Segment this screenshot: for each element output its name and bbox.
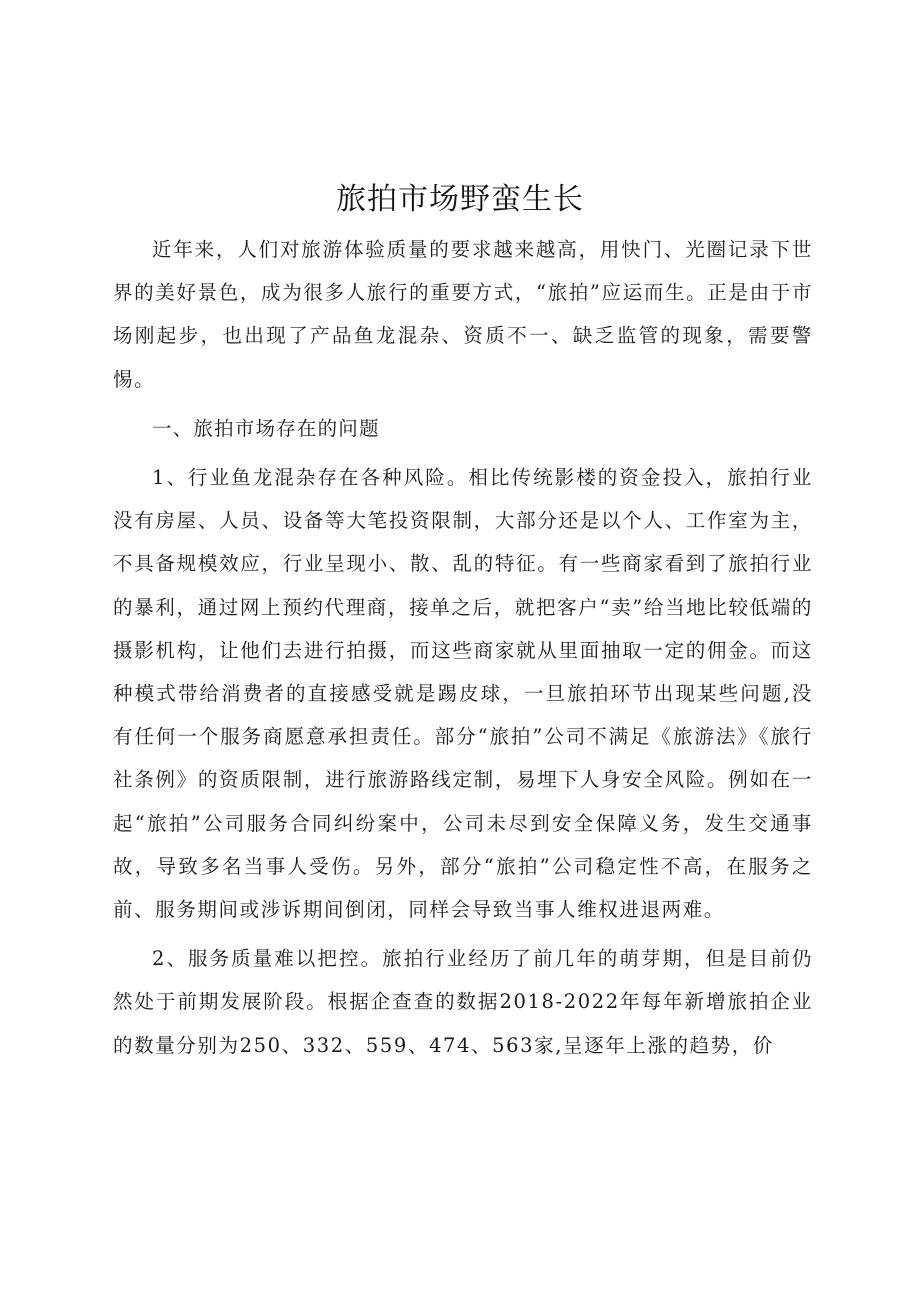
paragraph-industry-risks: 1、行业鱼龙混杂存在各种风险。相比传统影楼的资金投入，旅拍行业没有房屋、人员、设备等大笔投资限制，大部分还是以个人、工作室为主，不具备规模效应，行业呈现小、散、乱的特征。有一些商家看到了旅拍行业的暴利，通过网上预约代理商，接单之后，就把客户“卖”给当地比较低端的摄影机构，让他们去进行拍摄，而这些商家就从里面抽取一定的佣金。而这种模式带给消费者的直接感受就是踢皮球，一旦旅拍环节出现某些问题,没有任何一个服务商愿意承担责任。部分“旅拍”公司不满足《旅游法》《旅行社条例》的资质限制，进行旅游路线定制，易埋下人身安全风险。例如在一起“旅拍”公司服务合同纠纷案中，公司未尽到安全保障义务，发生交通事故，导致多名当事人受伤。另外，部分“旅拍”公司稳定性不高，在服务之前、服务期间或涉诉期间倒闭，同样会导致当事人维权进退两难。	[113, 466, 813, 922]
intro-paragraph: 近年来，人们对旅游体验质量的要求越来越高，用快门、光圈记录下世界的美好景色，成为很多人旅行的重要方式，“旅拍”应运而生。正是由于市场刚起步，也出现了产品鱼龙混杂、资质不一、缺乏监管的现象，需要警惕。	[113, 238, 813, 391]
paragraph-service-quality: 2、服务质量难以把控。旅拍行业经历了前几年的萌芽期，但是目前仍然处于前期发展阶段。根据企查查的数据2018-2022年每年新增旅拍企业的数量分别为250、332、559、474、563家,呈逐年上涨的趋势，价	[113, 947, 813, 1057]
section-heading-problems: 一、旅拍市场存在的问题	[152, 416, 380, 440]
document-body	[113, 228, 813, 1067]
document-title: 旅拍市场野蛮生长	[336, 182, 584, 217]
